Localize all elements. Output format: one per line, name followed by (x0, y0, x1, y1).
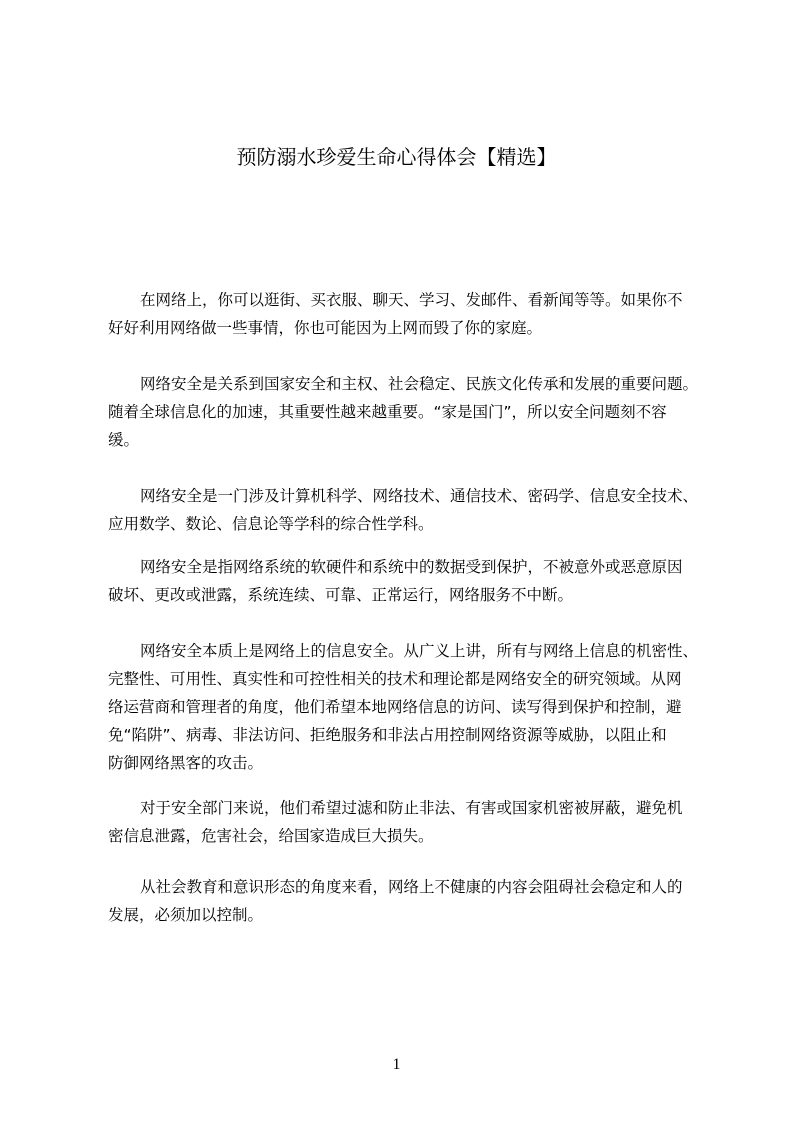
paragraph-line: 应用数学、数论、信息论等学科的综合性学科。 (108, 515, 434, 533)
paragraph-line: 完整性、可用性、真实性和可控性相关的技术和理论都是网络安全的研究领域。从网 (108, 670, 682, 688)
paragraph-line: 免“陷阱”、病毒、非法访问、拒绝服务和非法占用控制网络资源等威胁，以阻止和 (108, 726, 667, 744)
paragraph-line: 网络安全是指网络系统的软硬件和系统中的数据受到保护，不被意外或恶意原因 (140, 558, 683, 576)
paragraph-line: 密信息泄露，危害社会，给国家造成巨大损失。 (108, 827, 434, 845)
page-number: 1 (392, 1056, 401, 1073)
paragraph-line: 缓。 (108, 431, 140, 449)
paragraph-line: 网络安全是关系到国家安全和主权、社会稳定、民族文化传承和发展的重要问题。 (140, 375, 699, 393)
paragraph-line: 好好利用网络做一些事情，你也可能因为上网而毁了你的家庭。 (108, 319, 543, 337)
paragraph-line: 网络安全是一门涉及计算机科学、网络技术、通信技术、密码学、信息安全技术、 (140, 487, 699, 505)
paragraph-line: 网络安全本质上是网络上的信息安全。从广义上讲，所有与网络上信息的机密性、 (140, 642, 699, 660)
paragraph-line: 随着全球信息化的加速，其重要性越来越重要。“家是国门”，所以安全问题刻不容 (108, 403, 667, 421)
paragraph-line: 在网络上，你可以逛街、买衣服、聊天、学习、发邮件、看新闻等等。如果你不 (140, 291, 683, 309)
paragraph-line: 防御网络黑客的攻击。 (108, 754, 264, 772)
paragraph-line: 络运营商和管理者的角度，他们希望本地网络信息的访问、读写得到保护和控制，避 (108, 698, 682, 716)
paragraph-line: 破坏、更改或泄露，系统连续、可靠、正常运行，网络服务不中断。 (108, 586, 574, 604)
document-title: 预防溺水珍爱生命心得体会【精选】 (236, 145, 557, 169)
paragraph-line: 发展，必须加以控制。 (108, 906, 264, 924)
paragraph-line: 从社会教育和意识形态的角度来看，网络上不健康的内容会阻碍社会稳定和人的 (140, 878, 683, 896)
paragraph-line: 对于安全部门来说，他们希望过滤和防止非法、有害或国家机密被屏蔽，避免机 (140, 799, 683, 817)
